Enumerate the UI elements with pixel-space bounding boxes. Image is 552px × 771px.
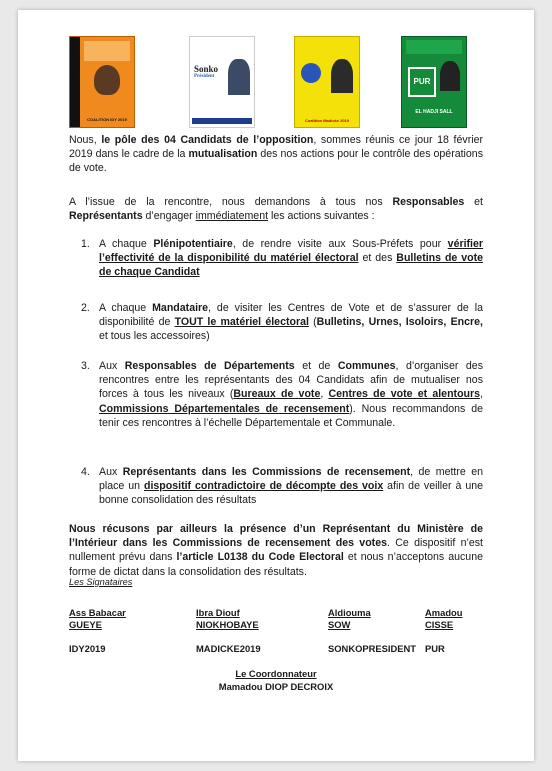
action-item-1: 1. A chaque Plénipotentiaire, de rendre visite aux Sous-Préfets pour vérifier l’effectivité de la disponibilité du matériel électoral et des Bulletins de vote de chaque Candidat xyxy=(81,238,484,279)
signatory-2-coalition: MADICKE2019 xyxy=(196,643,261,654)
ballot-pur-image xyxy=(401,36,467,128)
ballot-row xyxy=(18,36,534,134)
signatory-3-coalition: SONKOPRESIDENT xyxy=(328,643,417,654)
document-page xyxy=(18,10,534,761)
signatory-1-coalition: IDY2019 xyxy=(69,643,106,654)
ballot-sonko-logo: Sonko Président xyxy=(194,64,219,79)
request-paragraph: A l’issue de la rencontre, nous demandons à tous nos Responsables et Représentants d’engager immédiatement les actions suivantes : xyxy=(69,196,483,223)
ballot-idy2019-image xyxy=(69,36,135,128)
closing-paragraph: Nous récusons par ailleurs la présence d’un Représentant du Ministère de l’Intérieur dans les Commissions de recensement des votes. Ce dispositif n’est nullement prévu dans l’article L0138 du Code Electoral et nous n’acceptons aucune forme de dictat dans la consolidation des résultats. xyxy=(69,523,483,578)
signatory-3: Aldiouma SOW xyxy=(328,607,371,630)
signatory-4: Amadou CISSE xyxy=(425,607,463,630)
signatory-1: Ass Babacar GUEYE xyxy=(69,607,126,630)
action-item-2: 2. A chaque Mandataire, de visiter les Centres de Vote et de s’assurer de la disponibilité de TOUT le matériel électoral (Bulletins, Urnes, Isoloirs, Encre, et tous les accessoires) xyxy=(81,302,483,343)
ballot-madicke-image xyxy=(294,36,360,128)
action-item-4: 4. Aux Représentants dans les Commissions de recensement, de mettre en place un dispositif contradictoire de décompte des voix afin de veiller à une bonne consolidation des résultats xyxy=(81,466,483,507)
ballot-pur-logo: PUR xyxy=(408,67,436,97)
intro-paragraph: Nous, le pôle des 04 Candidats de l’opposition, sommes réunis ce jour 18 février 2019 dans le cadre de la mutualisation des nos actions pour le contrôle des opérations de vote. xyxy=(69,134,483,175)
signatories-label: Les Signataires xyxy=(69,577,133,587)
coordinator-block xyxy=(18,667,534,693)
coordinator-name: Mamadou DIOP DECROIX xyxy=(218,681,334,692)
action-item-3: 3. Aux Responsables de Départements et de Communes, d’organiser des rencontres entre les représentants des 04 Candidats afin de mutualiser nos forces à tous les niveaux (Bureaux de vote, Centres de vote et alentours, Commissions Départementales de recensement). Nous recommandons de tenir ces rencontres à l’échelle Départementale et Communale. xyxy=(81,360,483,429)
signatory-4-coalition: PUR xyxy=(425,643,445,654)
ballot-madicke-caption: Coalition Madické 2019 xyxy=(304,118,349,123)
ballot-idy2019-caption: COALITION IDY 2019 xyxy=(87,117,127,123)
coordinator-title: Le Coordonnateur xyxy=(235,668,317,679)
signatory-2: Ibra Diouf NIOKHOBAYE xyxy=(196,607,259,630)
ballot-sonko-image xyxy=(189,36,255,128)
ballot-pur-caption: EL HADJI SALL xyxy=(415,109,453,115)
